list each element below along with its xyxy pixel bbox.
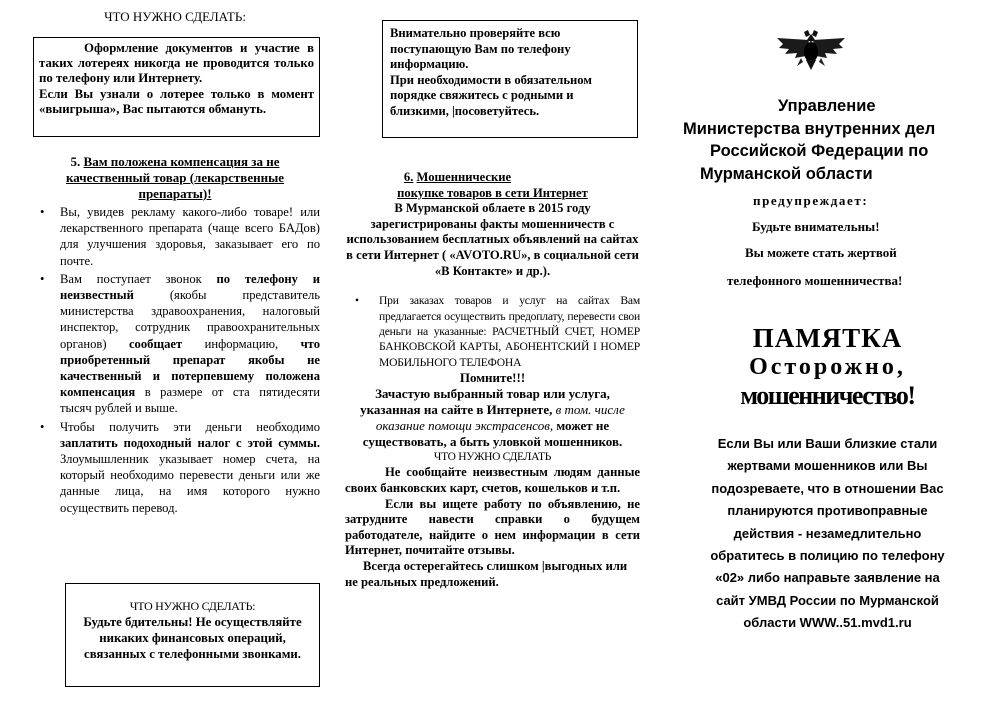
middle-top-box — [382, 20, 638, 138]
appeal-line-6: обратитесь в полицию по телефону — [710, 548, 945, 564]
section-5-bullet-1 — [30, 204, 320, 269]
appeal-line-7: «02» либо направьте заявление на — [715, 570, 940, 586]
left-top-heading: ЧТО НУЖНО СДЕЛАТЬ: — [104, 9, 246, 24]
section-5-bullets — [30, 204, 320, 516]
left-top-box-p2: Если Вы узнали о лотерее только в момент «выигрыша», Вас пытаются обмануть. — [39, 86, 314, 116]
double-headed-eagle-emblem — [775, 28, 847, 72]
s5b3-a: Чтобы получить эти деньги необходимо — [60, 419, 320, 434]
section-5-bullet-2 — [30, 271, 320, 417]
section-6-remember: Помните!!! — [459, 370, 526, 386]
org-line-3: Российской Федерации по — [710, 142, 929, 160]
appeal-line-1: Если Вы или Ваши близкие стали — [717, 436, 938, 451]
memo-fraud: мошенничество! — [740, 381, 915, 410]
appeal-line-9: области WWW..51.mvd1.ru — [743, 615, 912, 631]
appeal-line-8: сайт УМВД России по Мурманской — [716, 592, 939, 608]
section-6-bullet-1 — [345, 293, 640, 370]
section-6-todo-2: Если вы ищете работу по объявлению, не затрудните навести справки о будущем работодателе, найдите о нем информации в сети Интернет, почитайте отзывы. — [345, 496, 640, 558]
section-6 — [345, 170, 640, 590]
left-bottom-box-text: Будьте бдительны! Не осуществляйте никаких финансовых операций, связанных с телефонными звонками. — [83, 615, 302, 661]
org-name — [665, 95, 1000, 185]
org-line-2: Министерства внутренних дел — [683, 119, 936, 138]
section-6-intro: В Мурманской облаете в 2015 году зарегистрированы факты мошенничеств с использованием бесплатных объявлений на сайтах в сети Интернет ( «AVOTO.RU», в социальной сети «В Контакте» и др.). — [346, 201, 639, 278]
section-6-title-line-1 — [345, 170, 640, 186]
section-6-number: 6. — [403, 170, 414, 184]
section-5 — [30, 154, 320, 516]
victim-line-2: телефонного мошенничества! — [727, 273, 903, 288]
s6w-a: Зачастую выбранный товар или услуга, указанная на сайте в Интернете, — [360, 385, 610, 417]
appeal-line-5: действия - незамедлительно — [733, 525, 922, 541]
section-6-title-1: Мошеннические — [416, 170, 512, 184]
section-6-todo-3: Всегда остерегайтесь слишком |выгодных или не реальных предложений. — [345, 558, 628, 589]
s5b3-c: Злоумышленник указывает номер счета, на который необходимо перевести деньги или же данные лица, на имя которого нужно осуществить перевод. — [60, 452, 320, 515]
s5b2-e: информацию, — [182, 336, 301, 351]
memo-careful: Осторожно, — [749, 354, 906, 380]
eagle-icon — [775, 28, 847, 72]
s6w-b: в том. числе оказание помощи экстрасенсов, — [375, 401, 625, 433]
section-6-bullets — [345, 293, 640, 370]
section-6-warning — [345, 386, 640, 450]
s5b2-b: по телефону и неизвестный — [60, 271, 320, 303]
s5b2-a: Вам поступает звонок — [60, 271, 217, 286]
section-6-todo-1: Не сообщайте неизвестным людям данные своих банковских карт, счетов, кошельков и т.п. — [345, 465, 640, 495]
left-bottom-box — [65, 583, 320, 687]
s6w-c: может не существовать, а быть уловкой мошенников. — [362, 417, 623, 449]
s5b3-b: заплатить подоходный налог с этой суммы. — [60, 435, 320, 450]
middle-column — [345, 0, 640, 707]
victim-line-1: Вы можете стать жертвой — [745, 245, 897, 260]
appeal-text — [655, 433, 1000, 635]
appeal-line-2: жертвами мошенников или Вы — [727, 458, 928, 474]
section-5-title-text: Вам положена компенсация за не качественный товар (лекарственные препараты)! — [65, 154, 284, 201]
s5b2-d: сообщает — [128, 336, 183, 351]
section-5-number: 5. — [70, 154, 81, 169]
memo-title: ПАМЯТКА — [752, 323, 903, 353]
warns-label: предупреждает: — [753, 193, 869, 208]
right-column — [655, 0, 1000, 707]
section-6-bullet-1-text: При заказах товаров и услуг на сайтах Вам предлагается осуществить предоплату, перевести свои деньги на указанные: РАСЧЕТНЫЙ СЧЕТ, НОМЕР БАНКОВСКОЙ КАРТЫ, АБОНЕНТСКИЙ I НОМЕР МОБИЛЬНОГО ТЕЛЕФОНА — [379, 294, 640, 369]
appeal-line-3: подозреваете, что в отношении Вас — [711, 480, 944, 496]
s5b2-f: что приобретенный препарат якобы не качественный и потерпевшему положена компенсация — [60, 336, 320, 400]
left-bottom-box-heading: ЧТО НУЖНО СДЕЛАТЬ: — [129, 599, 256, 613]
appeal-line-4: планируются противоправные — [727, 503, 928, 519]
be-careful: Будьте внимательны! — [752, 219, 880, 234]
left-top-box — [33, 37, 320, 137]
s5b2-g: в размере от ста пятидесяти тысяч рублей и выше. — [60, 385, 320, 416]
middle-top-box-p1: Внимательно проверяйте всю поступающую Вам по телефону информацию. — [390, 26, 571, 72]
middle-top-box-p2: При необходимости в обязательном порядке свяжитесь с родными и близкими, |посоветуйтесь. — [390, 72, 592, 118]
section-6-title-line-2: покупке товаров в сети Интернет — [397, 185, 588, 200]
section-5-title — [30, 154, 320, 202]
s5b2-c: (якобы представитель министерства здравоохранения, налоговый инспектор, сотрудник правоохранительных органов) — [60, 288, 320, 351]
section-5-bullet-3 — [30, 419, 320, 516]
section-5-bullet-1-text: Вы, увидев рекламу какого-либо товаре! или лекарственного препарата (чаще всего БАДов) для улучшения здоровья, заказывает его по почте. — [60, 205, 320, 268]
left-top-box-p1: Оформление документов и участие в таких лотереях никогда не проводится только по телефону или Интернету. — [39, 41, 314, 86]
left-column — [30, 0, 320, 707]
section-6-todo-heading: ЧТО НУЖНО СДЕЛАТЬ — [433, 450, 552, 463]
org-line-4: Мурманской области — [700, 164, 873, 183]
org-line-1: Управление — [778, 97, 876, 115]
